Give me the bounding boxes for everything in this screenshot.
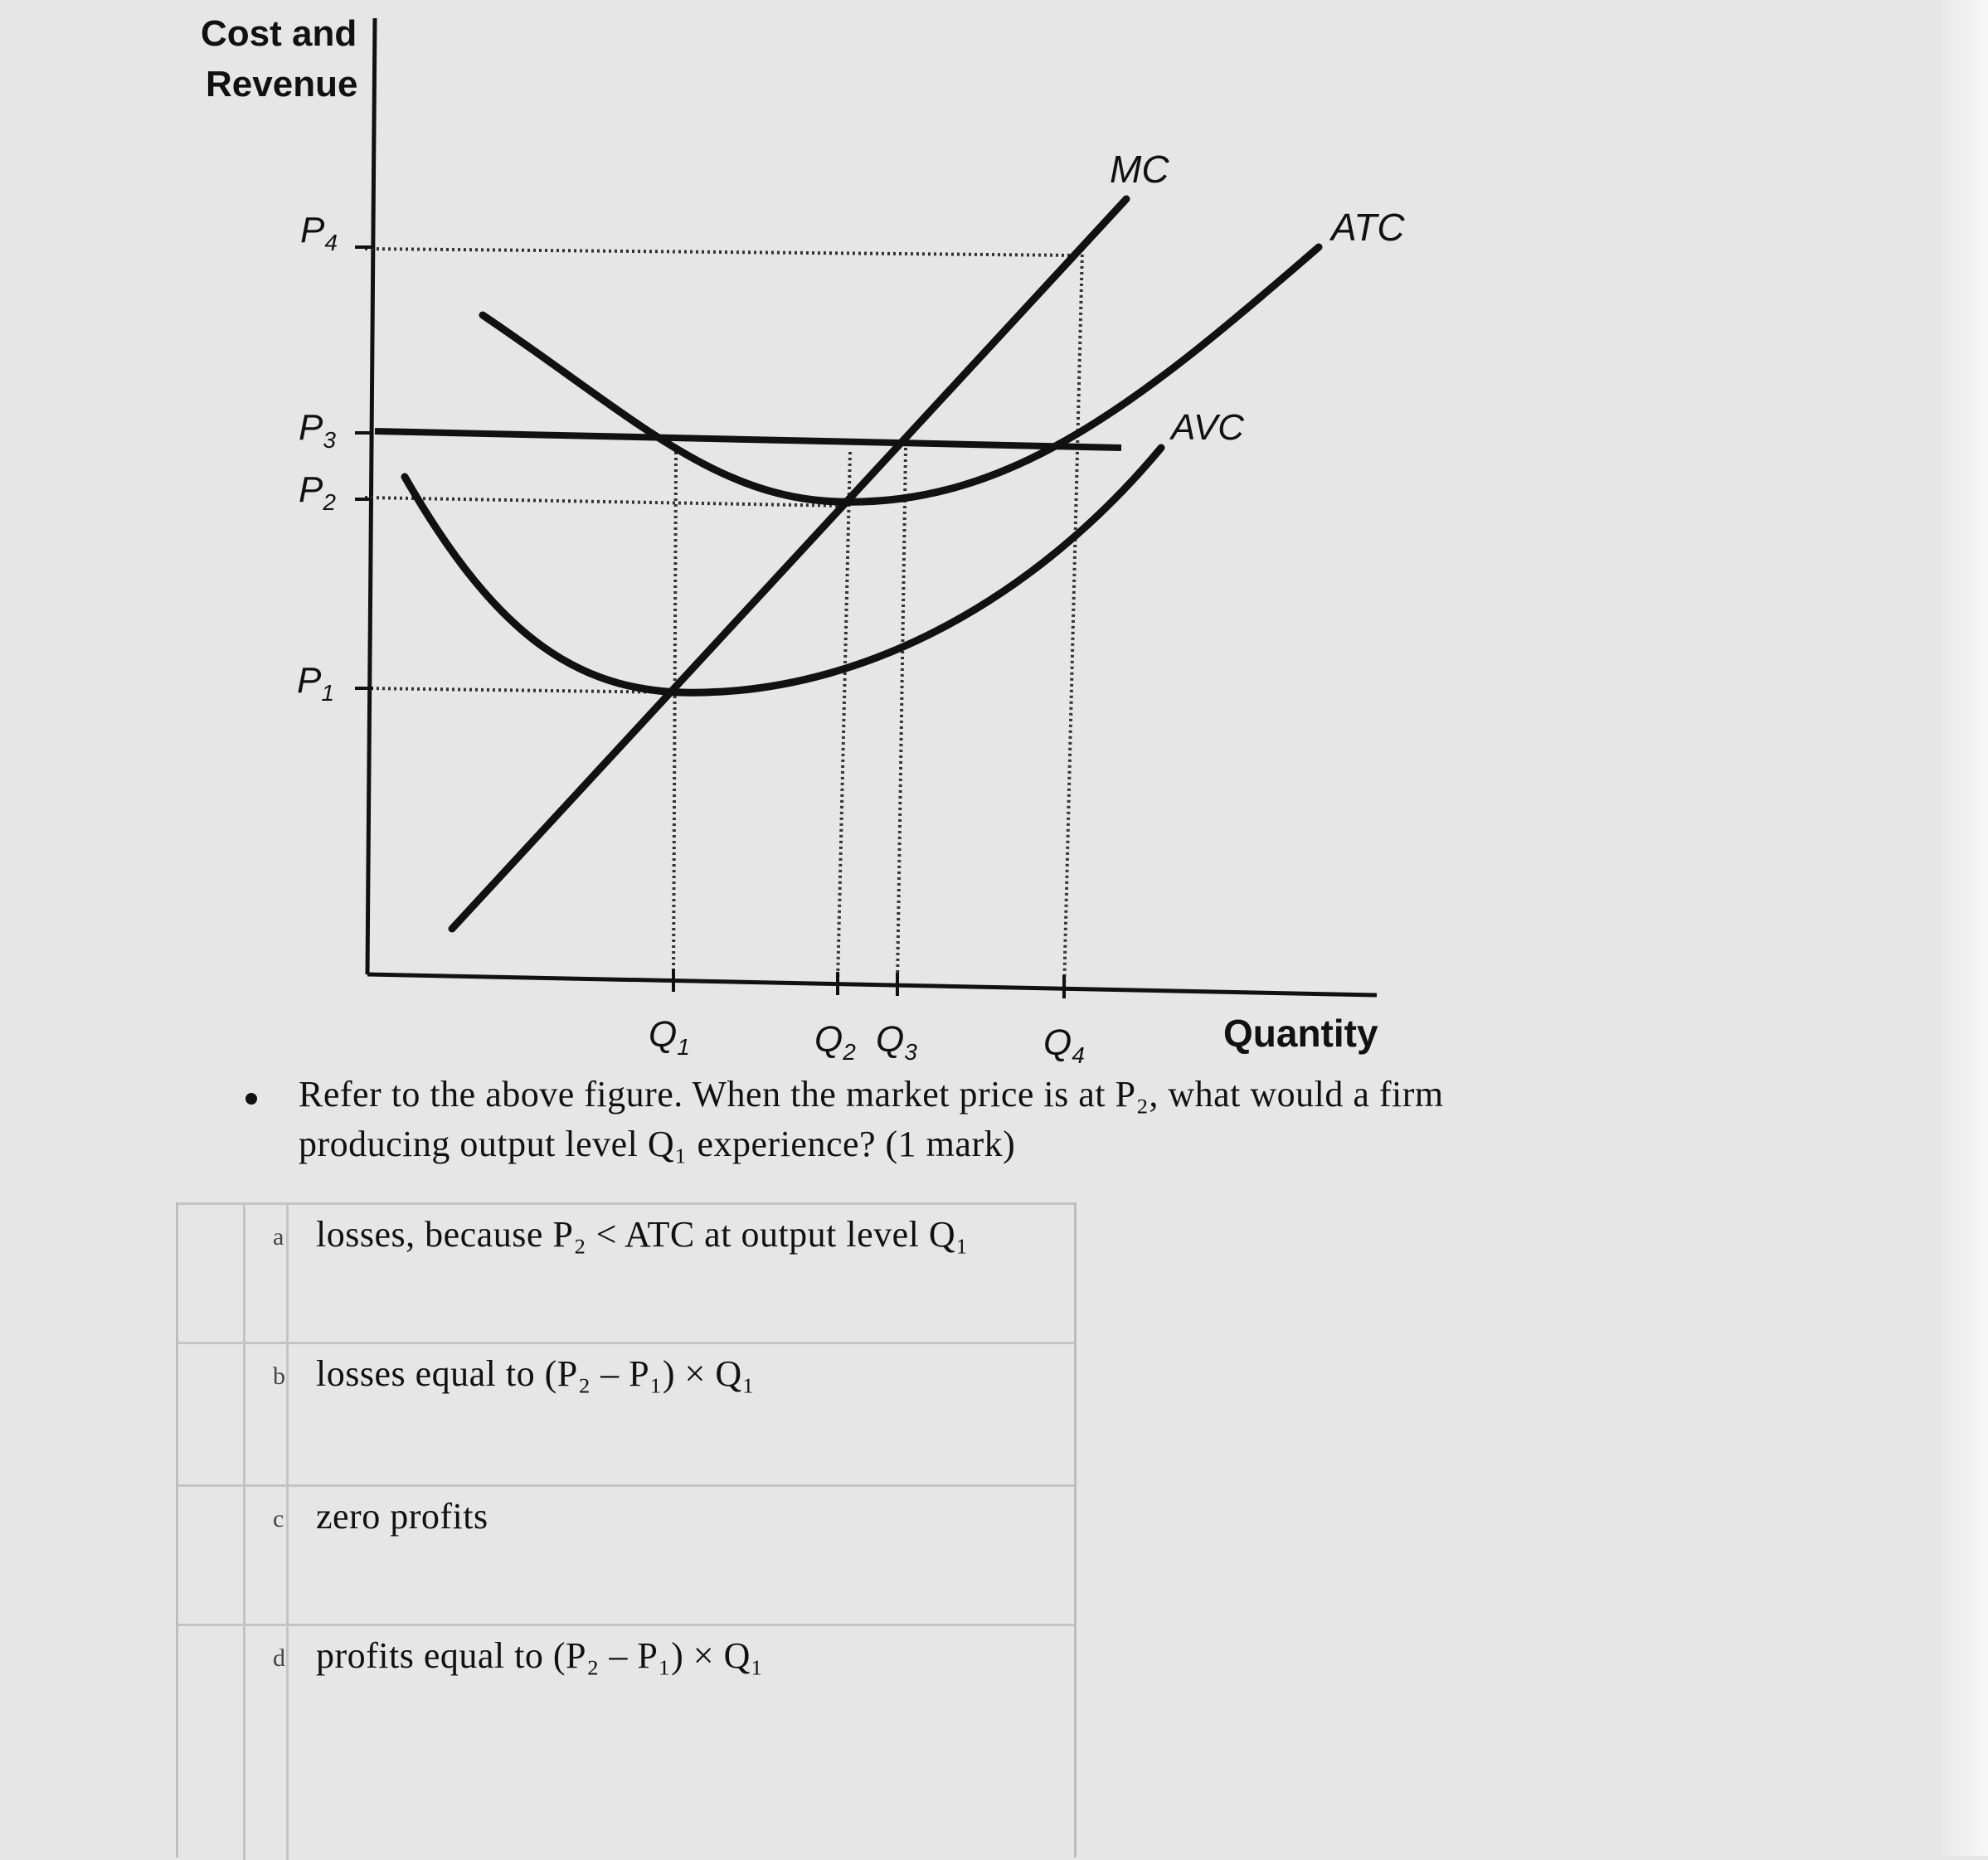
- option-a-row[interactable]: [178, 1202, 1074, 1344]
- p4-guide-line: [365, 249, 1078, 255]
- question-bullet: [245, 1093, 257, 1105]
- option-c-label: zero profits: [316, 1496, 488, 1537]
- option-b-marker: b: [273, 1362, 285, 1390]
- option-d-marker: d: [273, 1644, 285, 1672]
- p4-label: $P_4$: [300, 210, 338, 255]
- x-axis: [367, 974, 1377, 995]
- option-b-label: losses equal to (P₂ – P₁) × Q₁: [316, 1353, 756, 1394]
- p2-label: $P_2$: [299, 469, 336, 515]
- p1-label: $P_1$: [297, 660, 334, 706]
- option-d-label: profits equal to (P₂ – P₁) × Q₁: [316, 1635, 764, 1676]
- mc-label: MC: [1110, 148, 1169, 191]
- y-axis-label-line2: Revenue: [206, 64, 358, 104]
- atc-label: ATC: [1331, 206, 1405, 249]
- avc-label: AVC: [1171, 407, 1245, 448]
- option-c-marker: c: [273, 1505, 284, 1532]
- q4-guide-line: [1064, 249, 1082, 991]
- q1-label: $Q_1$: [649, 1014, 690, 1060]
- screen-edge: [1941, 0, 1988, 1856]
- option-a-label: losses, because P₂ < ATC at output level Q₁: [316, 1214, 970, 1255]
- q2-guide-line: [838, 452, 850, 983]
- q4-label: $Q_4$: [1043, 1022, 1085, 1068]
- question-line-2: producing output level Q₁ experience? (1 mark): [299, 1124, 1016, 1164]
- q1-guide-line: [673, 452, 676, 979]
- mc-curve: [452, 199, 1126, 929]
- q3-guide-line: [897, 448, 906, 983]
- q2-label: $Q_2$: [814, 1019, 856, 1065]
- option-a-marker: a: [273, 1223, 284, 1251]
- p3-label: $P_3$: [299, 407, 336, 453]
- option-c-row[interactable]: [178, 1484, 1074, 1626]
- x-axis-label: Quantity: [1223, 1012, 1378, 1055]
- option-d-row[interactable]: [178, 1624, 1074, 1860]
- p2-guide-line: [365, 498, 846, 506]
- q3-label: $Q_3$: [876, 1019, 917, 1065]
- atc-curve: [483, 247, 1319, 502]
- question-line-1: Refer to the above figure. When the market price is at P₂, what would a firm: [299, 1074, 1444, 1115]
- answer-options: [176, 1202, 1077, 1858]
- p3-price-line: [375, 431, 1121, 448]
- y-axis-label-line1: Cost and: [201, 13, 357, 54]
- option-b-row[interactable]: [178, 1342, 1074, 1487]
